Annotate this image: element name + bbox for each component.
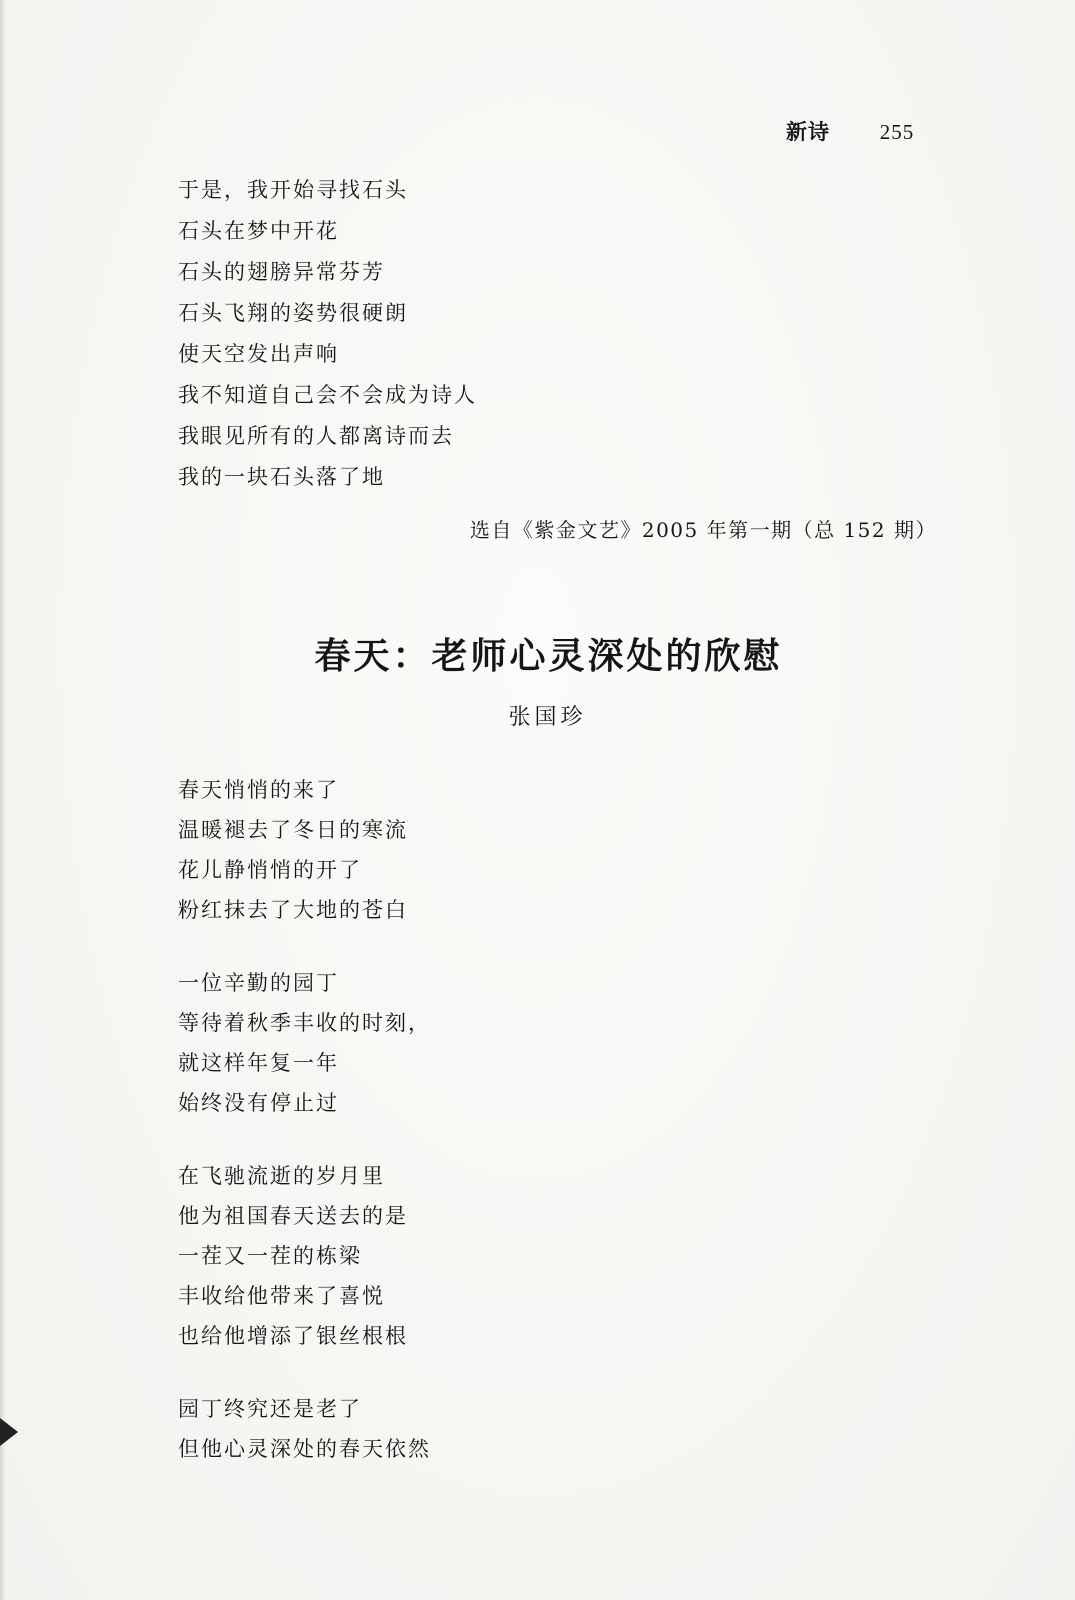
poem-line: 也给他增添了银丝根根 bbox=[178, 1324, 408, 1348]
stanza bbox=[178, 770, 431, 930]
poem-line: 等待着秋季丰收的时刻， bbox=[178, 1011, 431, 1035]
poem-line: 但他心灵深处的春天依然 bbox=[178, 1437, 431, 1461]
poem-line: 一茬又一茬的栋梁 bbox=[178, 1244, 362, 1268]
scan-edge-shadow bbox=[0, 0, 6, 1600]
poem-line: 他为祖国春天送去的是 bbox=[178, 1204, 408, 1228]
poem-line: 石头在梦中开花 bbox=[178, 219, 339, 243]
poem-line: 于是，我开始寻找石头 bbox=[178, 178, 408, 202]
poem-line: 石头飞翔的姿势很硬朗 bbox=[178, 301, 408, 325]
scan-artifact-mark bbox=[0, 1418, 18, 1446]
poem-body bbox=[178, 770, 431, 1502]
stanza bbox=[178, 963, 431, 1123]
page-number: 255 bbox=[879, 120, 915, 144]
poem-line: 粉红抹去了大地的苍白 bbox=[178, 898, 408, 922]
poem-line: 我眼见所有的人都离诗而去 bbox=[178, 424, 454, 448]
stanza bbox=[178, 1156, 431, 1356]
poem-continued bbox=[178, 170, 477, 498]
poem-line: 春天悄悄的来了 bbox=[178, 778, 339, 802]
poem-source-citation: 选自《紫金文艺》2005 年第一期（总 152 期） bbox=[469, 518, 937, 542]
poem-line: 我的一块石头落了地 bbox=[178, 465, 385, 489]
poem-line: 在飞驰流逝的岁月里 bbox=[178, 1164, 385, 1188]
poem-title: 春天：老师心灵深处的欣慰 bbox=[314, 635, 783, 677]
poem-author: 张国珍 bbox=[508, 705, 587, 730]
poem-line: 就这样年复一年 bbox=[178, 1051, 339, 1075]
running-header bbox=[786, 116, 914, 146]
stanza bbox=[178, 1389, 431, 1469]
poem-line: 始终没有停止过 bbox=[178, 1091, 339, 1115]
section-title: 新诗 bbox=[786, 120, 830, 144]
poem-line: 花儿静悄悄的开了 bbox=[178, 858, 362, 882]
poem-line: 石头的翅膀异常芬芳 bbox=[178, 260, 385, 284]
poem-line: 我不知道自己会不会成为诗人 bbox=[178, 383, 477, 407]
poem-line: 一位辛勤的园丁 bbox=[178, 971, 339, 995]
poem-line: 丰收给他带来了喜悦 bbox=[178, 1284, 385, 1308]
poem-line: 温暖褪去了冬日的寒流 bbox=[178, 818, 408, 842]
poem-line: 园丁终究还是老了 bbox=[178, 1397, 362, 1421]
poem-line: 使天空发出声响 bbox=[178, 342, 339, 366]
